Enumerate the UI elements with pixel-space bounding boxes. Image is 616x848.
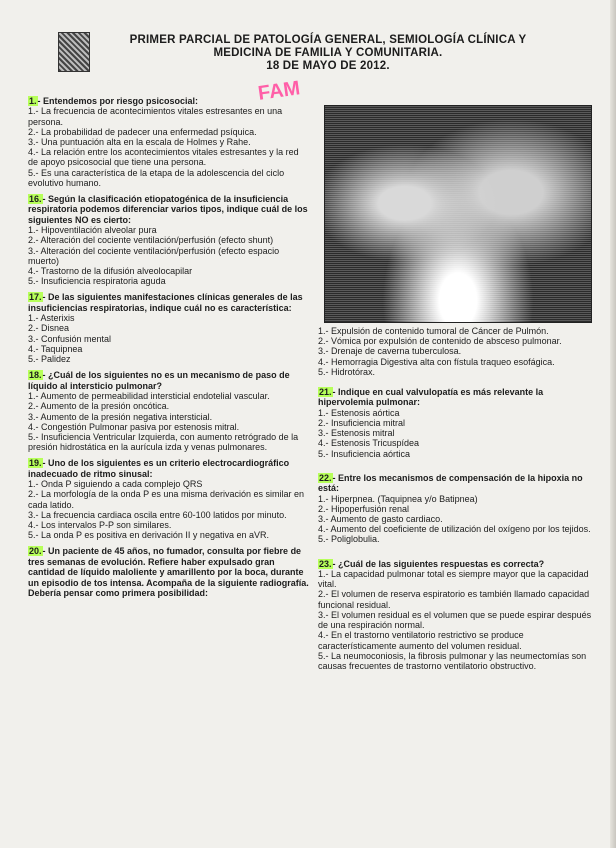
question-stem: 21.- Indique en cual valvulopatía es más relevante la hipervolemia pulmonar:: [318, 387, 544, 408]
option: 2.- Alteración del cociente ventilación/perfusión (efecto shunt): [28, 235, 274, 246]
option: 5.- Palidez: [28, 354, 71, 365]
chest-xray-image: [324, 105, 592, 323]
question-number: 19.: [29, 458, 42, 469]
question-block: [318, 387, 598, 459]
left-column: [28, 96, 311, 598]
university-logo: [58, 32, 90, 72]
option: 1.- La frecuencia de acontecimientos vitales estresantes en una persona.: [28, 106, 283, 127]
option: 3.- Drenaje de caverna tuberculosa.: [318, 346, 462, 357]
header-line-2: MEDICINA DE FAMILIA Y COMUNITARIA.: [213, 47, 443, 59]
question-number: 18.: [29, 370, 42, 381]
option: 1.- La capacidad pulmonar total es siempre mayor que la capacidad vital.: [318, 569, 589, 590]
question-block: [318, 559, 598, 671]
option: 3.- Aumento de gasto cardiaco.: [318, 514, 443, 525]
question-number: 23.: [319, 558, 332, 569]
option: 3.- Estenosis mitral: [318, 428, 395, 439]
option: 1.- Aumento de permeabilidad intersticial endotelial vascular.: [28, 391, 270, 402]
exam-header: [108, 34, 548, 73]
question-block: [28, 458, 311, 540]
option: 2.- Disnea: [28, 323, 70, 334]
header-line-1: PRIMER PARCIAL DE PATOLOGÍA GENERAL, SEMIOLOGÍA CLÍNICA Y: [129, 34, 527, 46]
option: 2.- Hipoperfusión renal: [318, 503, 410, 514]
option: 2.- El volumen de reserva espiratorio es también llamado capacidad funcional residual.: [318, 589, 590, 610]
question-block: [28, 194, 311, 286]
question-stem: 18.- ¿Cuál de los siguientes no es un mecanismo de paso de líquido al intersticio pulmonar?: [28, 370, 290, 391]
option: 4.- Taquipnea: [28, 343, 83, 354]
question-number: 21.: [319, 387, 332, 398]
option: 5.- Es una característica de la etapa de la adolescencia del ciclo evolutivo humano.: [28, 167, 285, 188]
question-text: Un paciente de 45 años, no fumador, consulta por fiebre de tres semanas de evolución. Refiere haber expulsado gran cantidad de líquido maloliente y amarillento por la boca, durante un episodio de tos intensa. Acompaña de la siguiente radiografía. Debería pensar como primera posibilidad:: [28, 546, 309, 598]
option: 3.- El volumen residual es el volumen que se puede espirar después de una respiración normal.: [318, 609, 592, 631]
option: 3.- La frecuencia cardiaca oscila entre 60-100 latidos por minuto.: [28, 509, 287, 520]
scan-edge-shadow: [610, 0, 616, 848]
option: 1.- Hiperpnea. (Taquipnea y/o Batipnea): [318, 493, 478, 504]
option: 2.- Aumento de la presión oncótica.: [28, 401, 170, 412]
question-stem: 20.- Un paciente de 45 años, no fumador, consulta por fiebre de tres semanas de evolución. Refiere haber expulsado gran cantidad de líquido maloliente y amarillento por la boca, durante un episodio de tos intensa. Acompaña de la siguiente radiografía. Debería pensar como primera posibilidad:: [28, 546, 309, 598]
option: 1.- Estenosis aórtica: [318, 407, 400, 418]
question-text: Según la clasificación etiopatogénica de la insuficiencia respiratoria podemos diferenciar varios tipos, indique cuál de los siguientes NO es cierto:: [28, 194, 308, 225]
option: 1.- Hipoventilación alveolar pura: [28, 225, 157, 236]
option: 2.- La morfología de la onda P es una misma derivación es similar en cada latido.: [28, 489, 304, 510]
option: 5.- La neumoconiosis, la fibrosis pulmonar y las neumectomías son causas frecuentes de trastorno ventilatorio obstructivo.: [318, 650, 587, 671]
question-text: De las siguientes manifestaciones clínicas generales de las insuficiencias respiratorias, indique cuál no es característica:: [28, 292, 303, 313]
question-block: [28, 96, 311, 188]
option: 2.- Vómica por expulsión de contenido de absceso pulmonar.: [318, 336, 562, 347]
question-stem: 16.- Según la clasificación etiopatogénica de la insuficiencia respiratoria podemos diferenciar varios tipos, indique cuál de los siguientes NO es cierto:: [28, 194, 308, 225]
question-text: Entre los mecanismos de compensación de la hipoxia no está:: [318, 472, 583, 494]
option: 5.- Poliglobulia.: [318, 534, 380, 545]
option: 5.- Insuficiencia Ventricular Izquierda, con aumento retrógrado de la presión hidrostática en la aurícula izda y venas pulmonares.: [28, 431, 299, 453]
question-text: Uno de los siguientes es un criterio electrocardiográfico inadecuado de ritmo sinusal:: [28, 458, 290, 479]
option: 2.- La probabilidad de padecer una enfermedad psíquica.: [28, 126, 257, 137]
option: 4.- Aumento del coeficiente de utilización del oxígeno por los tejidos.: [318, 524, 591, 535]
option: 1.- Asterixis: [28, 313, 75, 324]
option: 4.- En el trastorno ventilatorio restrictivo se produce característicamente aumento del volumen residual.: [318, 630, 524, 651]
question-block: [28, 292, 311, 364]
option: 5.- Hidrotórax.: [318, 366, 376, 377]
handwritten-annotation: FAM: [256, 77, 302, 105]
option: 4.- Congestión Pulmonar pasiva por estenosis mitral.: [28, 421, 240, 432]
option: 3.- Confusión mental: [28, 333, 112, 344]
question-text: Indique en cual valvulopatía es más relevante la hipervolemia pulmonar:: [318, 387, 544, 408]
question-number: 22.: [319, 472, 332, 483]
question-number: 20.: [29, 546, 42, 557]
question-number: 17.: [29, 292, 42, 303]
option: 4.- La relación entre los acontecimientos vitales estresantes y la red de apoyo psicosocial que tiene una persona.: [28, 147, 299, 168]
question-stem: 1.- Entendemos por riesgo psicosocial:: [29, 96, 199, 106]
header-line-3: 18 DE MAYO DE 2012.: [266, 60, 390, 72]
question-text: ¿Cuál de los siguientes no es un mecanismo de paso de líquido al intersticio pulmonar?: [28, 370, 290, 391]
question-stem: 22.- Entre los mecanismos de compensación de la hipoxia no está:: [318, 472, 583, 494]
question-number: 16.: [29, 194, 42, 205]
question-text: ¿Cuál de las siguientes respuestas es correcta?: [338, 558, 545, 569]
option: 4.- Trastorno de la difusión alveolocapilar: [28, 266, 193, 277]
option: 4.- Hemorragia Digestiva alta con fístula traqueo esofágica.: [318, 356, 555, 367]
option: 1.- Expulsión de contenido tumoral de Cáncer de Pulmón.: [318, 326, 549, 336]
option: 5.- Insuficiencia respiratoria aguda: [28, 276, 166, 287]
question-stem: 19.- Uno de los siguientes es un criterio electrocardiográfico inadecuado de ritmo sinusal:: [28, 458, 290, 479]
option: 2.- Insuficiencia mitral: [318, 418, 406, 429]
option: 5.- Insuficiencia aórtica: [318, 448, 411, 459]
question-block: [318, 473, 598, 545]
question-block: [28, 546, 311, 598]
question-20-options: [318, 326, 598, 377]
option: 5.- La onda P es positiva en derivación II y negativa en aVR.: [28, 530, 269, 541]
question-stem: 23.- ¿Cuál de las siguientes respuestas es correcta?: [319, 558, 545, 569]
question-text: Entendemos por riesgo psicosocial:: [43, 96, 199, 106]
question-stem: 17.- De las siguientes manifestaciones clínicas generales de las insuficiencias respiratorias, indique cuál no es característica:: [28, 292, 303, 313]
option: 3.- Alteración del cociente ventilación/perfusión (efecto espacio muerto): [28, 245, 280, 266]
question-number: 1.: [29, 96, 37, 106]
option: 4.- Estenosis Tricuspídea: [318, 438, 420, 449]
question-block: [28, 370, 311, 452]
right-column: [318, 326, 598, 671]
option: 4.- Los intervalos P-P son similares.: [28, 519, 172, 530]
option: 3.- Una puntuación alta en la escala de Holmes y Rahe.: [28, 137, 251, 148]
option: 3.- Aumento de la presión negativa intersticial.: [28, 411, 213, 422]
option: 1.- Onda P siguiendo a cada complejo QRS: [28, 479, 203, 490]
